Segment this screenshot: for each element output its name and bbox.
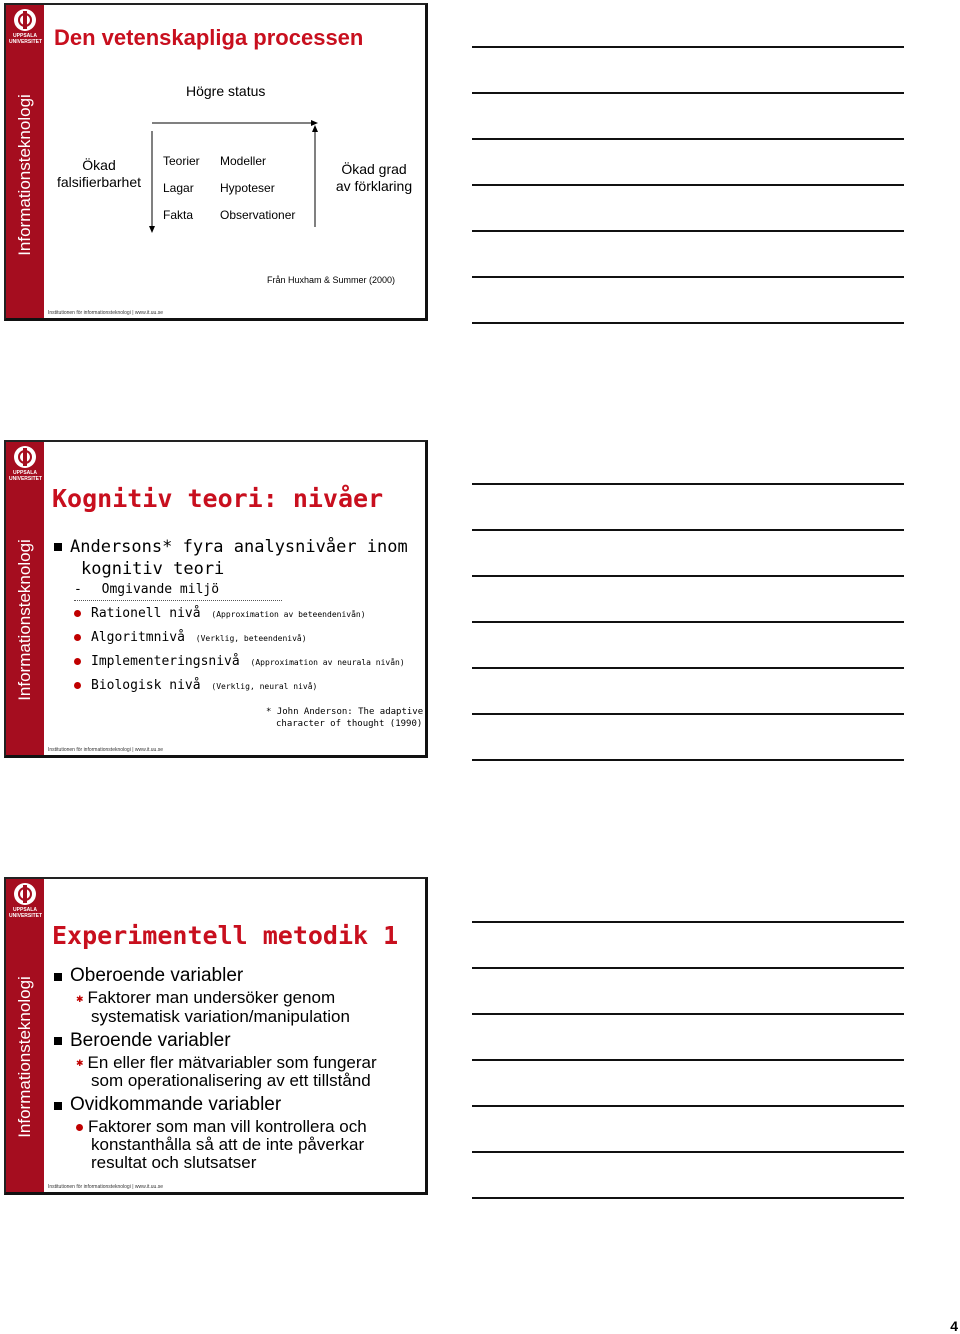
left-label-line: Ökad [82, 157, 116, 173]
round-bullet-icon [76, 1124, 83, 1131]
sidebar-label: Informationsteknologi [15, 539, 34, 701]
dash-marker: - [74, 582, 82, 597]
sub-bullet [54, 1054, 377, 1091]
logo-text: UNIVERSITET [9, 476, 43, 482]
main-bullet [54, 1029, 377, 1051]
square-bullet-icon [54, 1102, 62, 1110]
square-bullet-icon [54, 543, 62, 551]
footer-text: Institutionen för informationsteknologi [48, 1184, 131, 1190]
list-item [74, 654, 405, 669]
bullet-text: kognitiv teori [81, 559, 225, 579]
footer-url: www.it.uu.se [134, 747, 163, 753]
list-item [74, 630, 307, 645]
note-line [472, 575, 904, 577]
university-logo [9, 446, 41, 482]
bullet-text: Andersons* fyra analysnivåer inom [70, 537, 408, 557]
right-label-line: av förklaring [335, 178, 413, 194]
logo-text: UPPSALA [13, 907, 37, 913]
footnote [266, 706, 423, 730]
item-note: (Approximation av beteendenivån) [211, 610, 366, 619]
sub-bullet-text: konstanthålla så att de inte påverkar [91, 1135, 365, 1155]
footnote-line: character of thought (1990) [276, 719, 423, 729]
square-bullet-icon [54, 1037, 62, 1045]
logo-text: UPPSALA [13, 33, 37, 39]
round-bullet-icon [74, 610, 81, 617]
note-line [472, 713, 904, 715]
diagram-cell: Teorier [163, 154, 200, 168]
diagram-cell: Lagar [163, 181, 194, 195]
item-note: (Verklig, neural nivå) [211, 682, 318, 691]
logo-text: UNIVERSITET [9, 913, 43, 919]
sidebar [6, 442, 44, 755]
round-bullet-icon [74, 658, 81, 665]
diagram-cell: Observationer [220, 208, 296, 222]
note-line [472, 230, 904, 232]
note-line [472, 92, 904, 94]
item-label: Algoritmnivå [91, 630, 185, 645]
left-label-line: falsifierbarhet [56, 174, 142, 190]
note-line [472, 1013, 904, 1015]
list-item [74, 678, 317, 693]
footer-separator: | [132, 747, 134, 753]
diagram-cell: Fakta [163, 208, 194, 222]
source-note: Från Huxham & Summer (2000) [267, 275, 396, 285]
sub-bullet-text: resultat och slutsatser [91, 1153, 257, 1173]
list-item [74, 606, 366, 621]
logo-text: UPPSALA [13, 470, 37, 476]
seal-icon [14, 883, 36, 905]
slide-1 [4, 3, 428, 321]
note-line [472, 1151, 904, 1153]
right-label-line: Ökad grad [341, 161, 407, 177]
footer [48, 747, 163, 753]
note-line [472, 138, 904, 140]
seal-icon [14, 446, 36, 468]
slide-title: Experimentell metodik 1 [52, 921, 399, 950]
footer-separator: | [132, 1184, 134, 1190]
main-bullet [54, 967, 377, 985]
note-line [472, 667, 904, 669]
note-line [472, 967, 904, 969]
note-line [472, 46, 904, 48]
slide-3 [4, 877, 428, 1195]
note-line [472, 184, 904, 186]
sidebar-label: Informationsteknologi [15, 976, 34, 1138]
dash-item [74, 582, 219, 597]
university-logo [9, 883, 41, 919]
diagram-cell: Modeller [220, 154, 267, 168]
footer-text: Institutionen för informationsteknologi [48, 310, 131, 316]
note-line [472, 1105, 904, 1107]
note-line [472, 1059, 904, 1061]
footer-url: www.it.uu.se [134, 1184, 163, 1190]
note-line [472, 483, 904, 485]
item-label: Biologisk nivå [91, 678, 201, 693]
item-label: Rationell nivå [91, 606, 201, 621]
sub-bullet [54, 989, 377, 1026]
footer-url: www.it.uu.se [134, 310, 163, 316]
note-line [472, 921, 904, 923]
sub-bullet-text: som operationalisering av ett tillstånd [91, 1071, 371, 1091]
bullet-text: Oberoende variabler [70, 965, 244, 986]
item-note: (Verklig, beteendenivå) [195, 634, 307, 643]
round-bullet-icon [74, 634, 81, 641]
sub-bullet [54, 1118, 377, 1172]
sub-bullet-text: Faktorer man undersöker genom [87, 988, 336, 1007]
logo-text: UNIVERSITET [9, 39, 43, 45]
note-line [472, 529, 904, 531]
sub-bullet-text: Faktorer som man vill kontrollera och [88, 1117, 367, 1137]
sidebar [6, 879, 44, 1192]
slide-title: Den vetenskapliga processen [54, 25, 364, 50]
note-line [472, 759, 904, 761]
note-line [472, 322, 904, 324]
note-line [472, 621, 904, 623]
dotted-divider [74, 600, 282, 601]
main-bullet [54, 536, 408, 580]
item-label: Implementeringsnivå [91, 654, 240, 669]
page-number: 4 [950, 1318, 958, 1334]
item-note: (Approximation av neurala nivån) [250, 658, 405, 667]
footer [48, 310, 163, 316]
sidebar-label: Informationsteknologi [15, 94, 34, 256]
right-label [324, 161, 424, 195]
square-bullet-icon [54, 973, 62, 981]
note-line [472, 1197, 904, 1199]
star-bullet-icon: ✱ [76, 1058, 84, 1069]
note-line [472, 276, 904, 278]
sub-bullet-text: En eller fler mätvariabler som fungerar [87, 1052, 377, 1072]
star-bullet-icon: ✱ [76, 993, 84, 1004]
diagram-cell: Hypoteser [220, 181, 275, 195]
bullet-text: Beroende variabler [70, 1029, 231, 1051]
slide-2 [4, 440, 428, 758]
bullet-text: Ovidkommande variabler [70, 1094, 282, 1116]
sub-bullet-text: systematisk variation/manipulation [91, 1006, 350, 1026]
top-label: Högre status [186, 83, 266, 99]
round-bullet-icon [74, 682, 81, 689]
footer-separator: | [132, 310, 134, 316]
footer-text: Institutionen för informationsteknologi [48, 747, 131, 753]
footer [48, 1184, 163, 1190]
slide-title: Kognitiv teori: nivåer [52, 484, 384, 513]
bullet-group [54, 967, 377, 1172]
footnote-line: * John Anderson: The adaptive [266, 707, 424, 717]
dash-text: Omgivande miljö [101, 582, 220, 597]
main-bullet [54, 1096, 377, 1114]
